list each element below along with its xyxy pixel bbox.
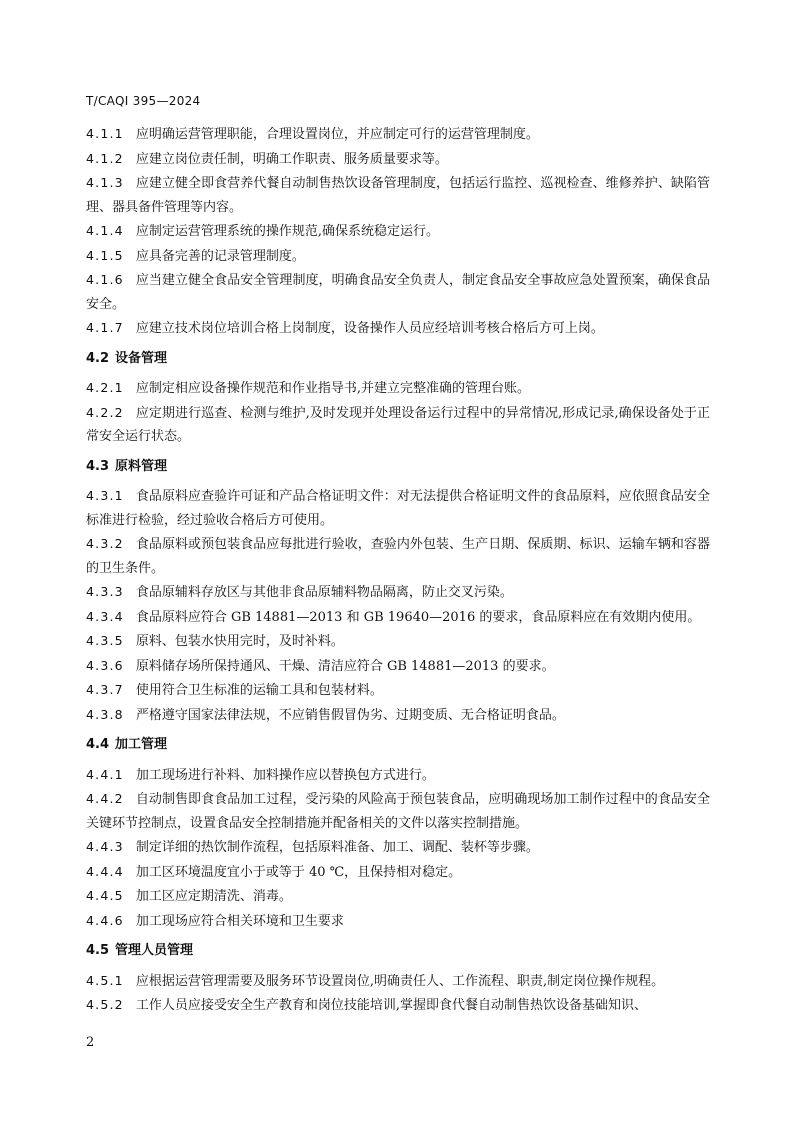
- clause-text: 食品原料应符合 GB 14881—2013 和 GB 19640—2016 的要求，食品原料应在有效期内使用。: [135, 609, 701, 625]
- clause-number: 4.1.7: [86, 320, 124, 335]
- section-heading-number: 4.5: [86, 943, 110, 958]
- clause-number: 4.3.3: [86, 584, 124, 599]
- clause-text: 应建立岗位责任制，明确工作职责、服务质量要求等。: [135, 151, 448, 167]
- clause-text: 应根据运营管理需要及服务环节设置岗位,明确责任人、工作流程、职责,制定岗位操作规程。: [135, 973, 665, 989]
- clause-paragraph: [86, 787, 710, 835]
- clause-number: 4.1.5: [86, 247, 124, 263]
- clause-text: 加工现场进行补料、加料操作应以替换包方式进行。: [135, 767, 435, 783]
- clause-number: 4.4.6: [86, 912, 124, 928]
- clause-paragraph: [86, 401, 710, 449]
- clause-paragraph: [86, 316, 710, 341]
- clause-number: 4.5.2: [86, 997, 124, 1012]
- clause-text: 应明确运营管理职能，合理设置岗位，并应制定可行的运营管理制度。: [135, 127, 539, 142]
- section-heading-number: 4.3: [86, 458, 110, 474]
- page-number: 2: [86, 1035, 95, 1050]
- clause-text: 原料、包装水快用完时，及时补料。: [135, 634, 344, 649]
- section-heading-number: 4.2: [86, 350, 110, 366]
- clause-text: 严格遵守国家法律法规，不应销售假冒伪劣、过期变质、无合格证明食品。: [135, 707, 565, 723]
- clause-paragraph: [86, 376, 710, 401]
- clause-paragraph: [86, 122, 710, 147]
- clause-text: 加工现场应符合相关环境和卫生要求: [135, 913, 344, 929]
- clause-paragraph: [86, 993, 710, 1018]
- clause-number: 4.3.7: [86, 682, 124, 697]
- clause-number: 4.2.1: [86, 380, 124, 395]
- clause-number: 4.2.2: [86, 404, 124, 420]
- clause-text: 食品原料或预包装食品应每批进行验收，查验内外包装、生产日期、保质期、标识、运输车辆和容器的卫生条件。: [86, 537, 710, 576]
- document-body: [86, 122, 710, 1018]
- clause-number: 4.4.2: [86, 791, 124, 806]
- clause-paragraph: [86, 860, 710, 885]
- section-heading-title: 加工管理: [115, 737, 168, 752]
- clause-paragraph: [86, 884, 710, 909]
- clause-number: 4.1.4: [86, 223, 124, 238]
- clause-paragraph: [86, 654, 710, 679]
- clause-number: 4.1.1: [86, 126, 124, 141]
- clause-paragraph: [86, 484, 710, 532]
- section-heading: [86, 733, 710, 757]
- clause-paragraph: [86, 703, 710, 728]
- clause-paragraph: [86, 219, 710, 244]
- clause-text: 加工区环境温度宜小于或等于 40 ℃，且保持相对稳定。: [135, 864, 462, 880]
- section-heading-title: 管理人员管理: [115, 943, 194, 958]
- clause-text: 应建立技术岗位培训合格上岗制度，设备操作人员应经培训考核合格后方可上岗。: [135, 321, 604, 336]
- clause-number: 4.3.1: [86, 488, 124, 503]
- document-code: T/CAQI 395—2024: [86, 94, 201, 108]
- clause-text: 食品原料应查验许可证和产品合格证明文件：对无法提供合格证明文件的食品原料，应依照食品安全标准进行检验，经过验收合格后方可使用。: [86, 489, 710, 528]
- clause-text: 应定期进行巡查、检测与维护,及时发现并处理设备运行过程中的异常情况,形成记录,确保设备处于正常安全运行状态。: [86, 405, 710, 444]
- clause-text: 食品原辅料存放区与其他非食品原辅料物品隔离，防止交叉污染。: [135, 585, 513, 600]
- clause-text: 应建立健全即食营养代餐自动制售热饮设备管理制度，包括运行监控、巡视检查、维修养护、缺陷管理、器具备件管理等内容。: [86, 176, 710, 215]
- clause-text: 应制定相应设备操作规范和作业指导书,并建立完整准确的管理台账。: [135, 381, 530, 396]
- clause-text: 自动制售即食食品加工过程，受污染的风险高于预包装食品，应明确现场加工制作过程中的食品安全关键环节控制点，设置食品安全控制措施并配备相关的文件以落实控制措施。: [86, 792, 710, 831]
- clause-paragraph: [86, 171, 710, 219]
- clause-number: 4.3.2: [86, 536, 124, 551]
- section-heading: [86, 455, 710, 479]
- clause-text: 应当建立健全食品安全管理制度，明确食品安全负责人，制定食品安全事故应急处置预案，确保食品安全。: [86, 273, 710, 312]
- clause-text: 工作人员应接受安全生产教育和岗位技能培训,掌握即食代餐自动制售热饮设备基础知识、: [135, 998, 647, 1013]
- clause-number: 4.3.8: [86, 706, 124, 722]
- section-heading: [86, 939, 710, 963]
- clause-number: 4.1.6: [86, 272, 124, 287]
- clause-text: 使用符合卫生标准的运输工具和包装材料。: [135, 683, 383, 698]
- clause-number: 4.1.2: [86, 150, 124, 166]
- clause-number: 4.4.1: [86, 766, 124, 782]
- clause-text: 加工区应定期清洗、消毒。: [135, 889, 292, 904]
- clause-number: 4.3.5: [86, 633, 124, 648]
- clause-number: 4.5.1: [86, 972, 124, 988]
- section-heading: [86, 347, 710, 371]
- clause-number: 4.1.3: [86, 175, 124, 190]
- section-heading-number: 4.4: [86, 737, 110, 752]
- clause-paragraph: [86, 605, 710, 630]
- clause-number: 4.4.5: [86, 888, 124, 903]
- clause-paragraph: [86, 678, 710, 703]
- clause-paragraph: [86, 580, 710, 605]
- clause-text: 原料储存场所保持通风、干燥、清洁应符合 GB 14881—2013 的要求。: [135, 658, 555, 674]
- clause-paragraph: [86, 909, 710, 934]
- clause-text: 制定详细的热饮制作流程，包括原料准备、加工、调配、装杯等步骤。: [135, 840, 539, 855]
- clause-number: 4.4.4: [86, 863, 124, 879]
- clause-paragraph: [86, 629, 710, 654]
- clause-number: 4.3.6: [86, 657, 124, 673]
- clause-paragraph: [86, 532, 710, 580]
- clause-text: 应制定运营管理系统的操作规范,确保系统稳定运行。: [135, 224, 439, 239]
- clause-paragraph: [86, 969, 710, 994]
- clause-number: 4.3.4: [86, 608, 124, 624]
- clause-paragraph: [86, 268, 710, 316]
- clause-number: 4.4.3: [86, 839, 124, 854]
- clause-paragraph: [86, 147, 710, 172]
- clause-paragraph: [86, 835, 710, 860]
- clause-paragraph: [86, 763, 710, 788]
- clause-paragraph: [86, 244, 710, 269]
- clause-text: 应具备完善的记录管理制度。: [135, 248, 305, 264]
- section-heading-title: 原料管理: [115, 458, 168, 474]
- section-heading-title: 设备管理: [115, 350, 168, 366]
